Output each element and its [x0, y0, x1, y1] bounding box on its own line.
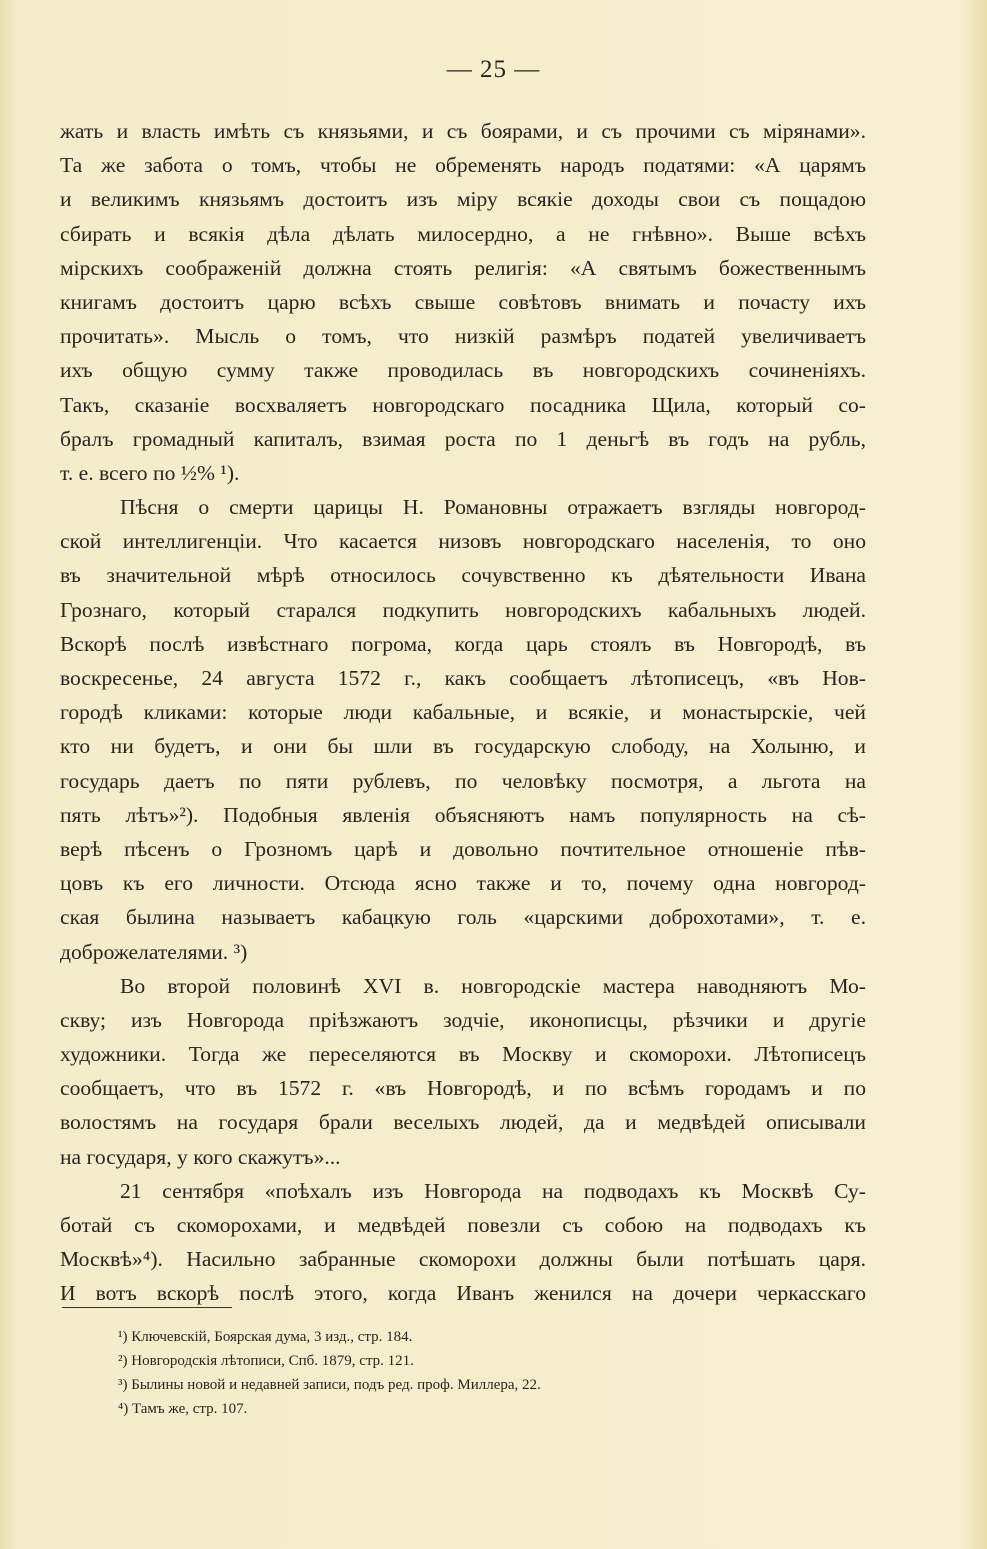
footnote: ²) Новгородскія лѣтописи, Спб. 1879, стр. 121. — [118, 1353, 414, 1369]
text-line: И вотъ вскорѣ послѣ этого, когда Иванъ женился на дочери черкасскаго — [60, 1281, 866, 1306]
text-line: бралъ громадный капиталъ, взимая роста по 1 деньгѣ въ годъ на рубль, — [60, 426, 866, 451]
text-line: воскресенье, 24 августа 1572 г., какъ сообщаетъ лѣтописецъ, «въ Нов- — [60, 666, 866, 690]
text-line: кто ни будетъ, и они бы шли въ государскую слободу, на Холыню, и — [60, 734, 866, 759]
text-line: на государя, у кого скажутъ»... — [60, 1144, 341, 1169]
text-line: городѣ кликами: которые люди кабальные, и всякіе, и монастырскіе, чей — [60, 700, 866, 725]
text-line: 21 сентября «поѣхалъ изъ Новгорода на подводахъ къ Москвѣ Су- — [120, 1178, 866, 1203]
text-line: мірскихъ соображеній должна стоять религія: «А святымъ божественнымъ — [60, 255, 866, 280]
body-text — [60, 114, 866, 1311]
footnote: ⁴) Тамъ же, стр. 107. — [118, 1401, 248, 1417]
footnotes — [118, 1325, 818, 1421]
text-line: скву; изъ Новгорода пріѣзжаютъ зодчіе, иконописцы, рѣзчики и другіе — [60, 1007, 866, 1032]
page-number: — 25 — — [446, 56, 541, 83]
footnote: ³) Былины новой и недавней записи, подъ ред. проф. Миллера, 22. — [118, 1377, 541, 1393]
text-line: въ значительной мѣрѣ относилось сочувственно къ дѣятельности Ивана — [60, 563, 866, 588]
text-line: Вскорѣ послѣ извѣстнаго погрома, когда царь стоялъ въ Новгородѣ, въ — [60, 631, 866, 656]
text-line: жать и власть имѣть съ князьями, и съ боярами, и съ прочими съ мірянами». — [60, 119, 866, 143]
footnote: ¹) Ключевскій, Боярская дума, 3 изд., стр. 184. — [118, 1329, 413, 1345]
text-line: Пѣсня о смерти царицы Н. Романовны отражаетъ взгляды новгород- — [120, 495, 866, 520]
text-line: цовъ къ его личности. Отсюда ясно также и то, почему одна новгород- — [60, 871, 866, 896]
text-line: ская былина называетъ кабацкую голь «царскими доброхотами», т. е. — [60, 905, 866, 930]
text-line: государь даетъ по пяти рублевъ, по человѣку посмотря, а льгота на — [60, 768, 866, 793]
text-line: ихъ общую сумму также проводилась въ новгородскихъ сочиненіяхъ. — [60, 358, 866, 383]
text-line: ботай съ скоморохами, и медвѣдей повезли съ собою на подводахъ къ — [60, 1213, 866, 1237]
text-line: ской интеллигенціи. Что касается низовъ новгородскаго населенія, то оно — [60, 529, 866, 554]
text-line: и великимъ князьямъ достоитъ изъ міру всякіе доходы свои съ пощадою — [60, 187, 866, 212]
text-line: Та же забота о томъ, чтобы не обременять народъ податями: «А царямъ — [60, 153, 866, 178]
text-line: пять лѣтъ»²). Подобныя явленія объясняютъ намъ популярность на сѣ- — [60, 802, 866, 827]
text-line: доброжелателями. ³) — [60, 939, 248, 964]
text-line: прочитать». Мысль о томъ, что низкій размѣръ податей увеличиваетъ — [60, 324, 866, 349]
text-line: верѣ пѣсенъ о Грозномъ царѣ и довольно почтительное отношеніе пѣв- — [60, 836, 866, 861]
text-line: книгамъ достоитъ царю всѣхъ свыше совѣтовъ внимать и почасту ихъ — [60, 289, 866, 314]
text-line: Москвѣ»⁴). Насильно забранные скоморохи должны были потѣшать царя. — [60, 1247, 866, 1272]
text-line: сообщаетъ, что въ 1572 г. «въ Новгородѣ, и по всѣмъ городамъ и по — [60, 1076, 866, 1101]
footnote-divider — [62, 1307, 232, 1308]
text-line: Грознаго, который старался подкупить новгородскихъ кабальныхъ людей. — [60, 597, 866, 622]
text-line: волостямъ на государя брали веселыхъ людей, да и медвѣдей описывали — [60, 1110, 866, 1135]
text-line: Во второй половинѣ XVI в. новгородскіе мастера наводняютъ Мо- — [120, 973, 866, 998]
text-line: художники. Тогда же переселяются въ Москву и скоморохи. Лѣтописецъ — [60, 1042, 866, 1067]
text-line: сбирать и всякія дѣла дѣлать милосердно, а не гнѣвно». Выше всѣхъ — [60, 221, 866, 246]
text-line: Такъ, сказаніе восхваляетъ новгородскаго посадника Щила, который со- — [60, 392, 866, 417]
text-line: т. е. всего по ½% ¹). — [60, 460, 240, 485]
